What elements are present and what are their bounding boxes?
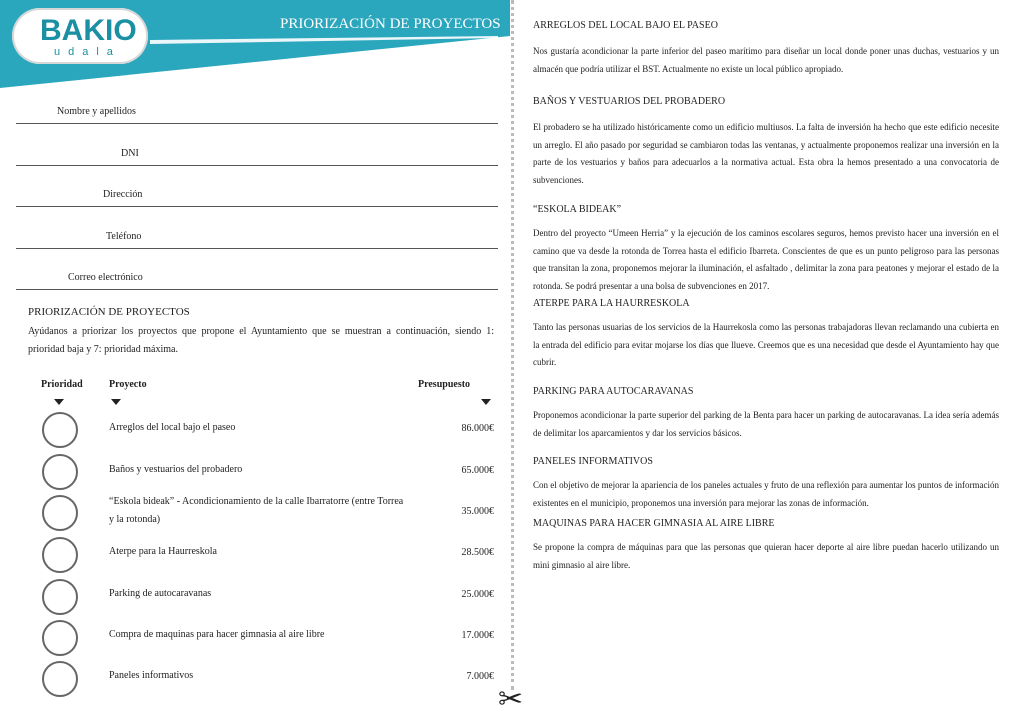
project-name: Paneles informativos: [109, 670, 194, 681]
description-parking: [533, 386, 999, 442]
priority-input[interactable]: [42, 661, 78, 697]
intro-text: Ayúdanos a priorizar los proyectos que propone el Ayuntamiento que se muestran a continuación, siendo 1: prioridad baja y 7: prioridad máxima.: [28, 326, 494, 355]
priority-input[interactable]: [42, 620, 78, 656]
sort-arrow-icon: [54, 399, 64, 405]
priority-input[interactable]: [42, 579, 78, 615]
description-title: ATERPE PARA LA HAURRESKOLA: [533, 298, 690, 309]
description-title: BAÑOS Y VESTUARIOS DEL PROBADERO: [533, 96, 726, 107]
description-title: ARREGLOS DEL LOCAL BAJO EL PASEO: [533, 20, 718, 31]
project-name: Baños y vestuarios del probadero: [109, 464, 243, 475]
name-label: Nombre y apellidos: [57, 106, 136, 117]
project-name: Compra de maquinas para hacer gimnasia al aire libre: [109, 629, 325, 640]
description-paneles: [533, 456, 999, 512]
project-budget: 35.000€: [461, 506, 494, 517]
priority-input[interactable]: [42, 537, 78, 573]
description-text: Dentro del proyecto “Umeen Herria” y la ejecución de los caminos escolares seguros, hemos previsto hacer una inversión en el camino que va desde la rotonda de Torrea hasta el edificio Ibarreta. Conscientes de que es un punto peligroso para las personas que transitan la zona, proponemos mejorar la iluminación, el asfaltado , delimitar la zona para peatones y mejorar el estado de la rotonda. Se podrá presentar a una bolsa de subvenciones en 2017.: [533, 228, 999, 291]
priority-input[interactable]: [42, 412, 78, 448]
description-text: Tanto las personas usuarias de los servicios de la Haurrekosla como las personas trabajadoras llevan reclamando una cubierta en la entrada del edificio para evitar mojarse los días que llueve. Creemos que es una necesidad que desde el Ayuntamiento hay que cubrir.: [533, 322, 999, 367]
dni-field[interactable]: [16, 145, 498, 166]
project-name: Aterpe para la Haurreskola: [109, 546, 217, 557]
logo-subtitle: udala: [54, 46, 121, 58]
dni-label: DNI: [121, 148, 139, 159]
scissors-icon: ✂: [498, 682, 524, 717]
budget-header: Presupuesto: [418, 379, 471, 390]
description-title: MAQUINAS PARA HACER GIMNASIA AL AIRE LIBRE: [533, 518, 775, 529]
project-header: Proyecto: [109, 379, 147, 390]
phone-field[interactable]: [16, 228, 498, 249]
sort-arrow-icon: [111, 399, 121, 405]
project-name: “Eskola bideak” - Acondicionamiento de la calle Ibarratorre (entre Torrea y la rotonda): [109, 496, 404, 525]
logo-wordmark: BAKIO: [40, 14, 137, 47]
project-name: Parking de autocaravanas: [109, 588, 212, 599]
description-text: El probadero se ha utilizado históricamente como un edificio multiusos. La falta de inversión ha hecho que este edificio necesite un arreglo. El año pasado por seguridad se cambiaron todas las ventanas, y actualmente proponemos realizar una inversión en la parte de los vestuarios y baños para adecuarlos a la normativa actual. Esta obra la hemos presentado a una convocatoria de subvenciones.: [533, 122, 999, 185]
phone-label: Teléfono: [106, 231, 142, 242]
bakio-logo: [12, 8, 148, 64]
ballot-form: [0, 0, 510, 724]
project-budget: 17.000€: [461, 630, 494, 641]
description-text: Con el objetivo de mejorar la apariencia de los paneles actuales y fruto de una reflexión para aumentar los puntos de información existentes en el municipio, proponemos una inversión para mejorar las zonas de información.: [533, 480, 999, 508]
priority-input[interactable]: [42, 495, 78, 531]
description-maquinas: [533, 518, 999, 574]
project-budget: 7.000€: [466, 671, 494, 682]
project-budget: 28.500€: [461, 547, 494, 558]
priority-header: Prioridad: [41, 379, 83, 390]
description-eskola-bideak: [533, 204, 999, 295]
description-text: Nos gustaría acondicionar la parte inferior del paseo marítimo para diseñar un local donde poner unas duchas, vestuarios y un almacén que podría utilizar el BST. Actualmente no existe un local público apropiado.: [533, 46, 999, 74]
project-budget: 65.000€: [461, 465, 494, 476]
document-title: PRIORIZACIÓN DE PROYECTOS: [280, 16, 501, 32]
email-label: Correo electrónico: [68, 272, 143, 283]
address-field[interactable]: [16, 186, 498, 207]
description-title: “ESKOLA BIDEAK”: [533, 204, 622, 215]
project-name: Arreglos del local bajo el paseo: [109, 422, 236, 433]
address-label: Dirección: [103, 189, 143, 200]
description-title: PARKING PARA AUTOCARAVANAS: [533, 386, 694, 397]
description-arreglos: [533, 20, 999, 78]
project-budget: 25.000€: [461, 589, 494, 600]
description-text: Se propone la compra de máquinas para que las personas que quieran hacer deporte al aire libre puedan hacerlo utilizando un mini gimnasio al aire libre.: [533, 542, 999, 570]
sort-arrow-icon: [481, 399, 491, 405]
description-aterpe: [533, 298, 999, 372]
project-budget: 86.000€: [461, 423, 494, 434]
description-banos: [533, 96, 999, 189]
description-title: PANELES INFORMATIVOS: [533, 456, 653, 467]
priority-input[interactable]: [42, 454, 78, 490]
cut-line: [511, 0, 514, 690]
intro-title: PRIORIZACIÓN DE PROYECTOS: [28, 306, 190, 318]
description-text: Proponemos acondicionar la parte superior del parking de la Benta para hacer un parking de autocaravanas. La idea sería además de delimitar los aparcamientos y dar los servicios básicos.: [533, 410, 999, 438]
